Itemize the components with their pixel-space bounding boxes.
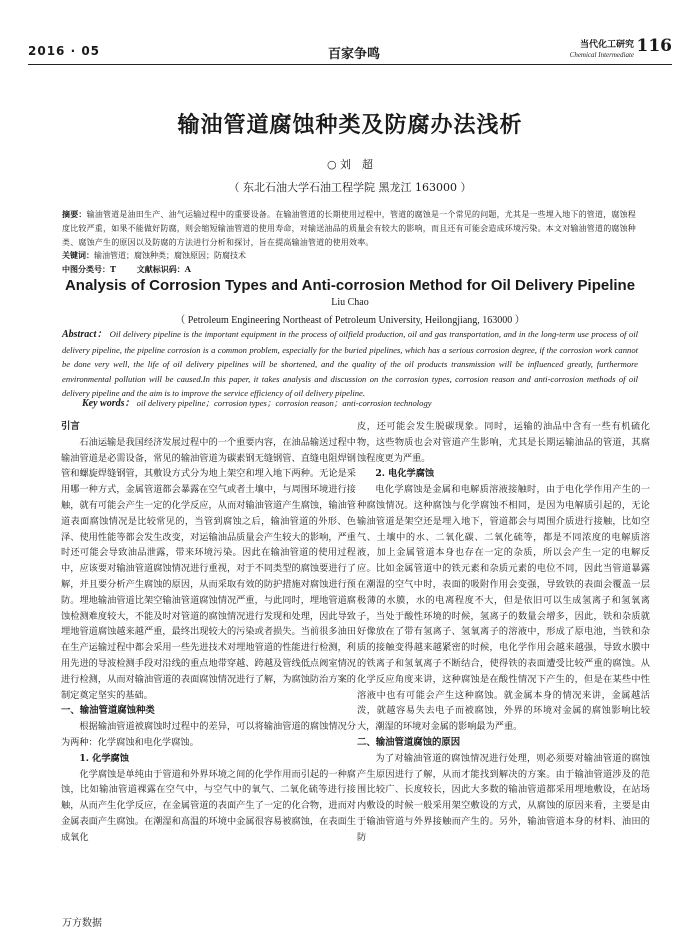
keywords-cn [62,248,638,263]
english-affiliation: （ Petroleum Engineering Northeast of Petroleum University, Heilongjiang, 163000 ） [175,315,525,326]
article-title: 输油管道腐蚀种类及防腐办法浅析 [177,113,523,138]
paragraph: 电化学腐蚀是金属和电解质溶液接触时，由于电化学作用产生的一种腐蚀情况。这种腐蚀与化学腐蚀不相同，是因为电解质引起的，无论输油管道是架空还是埋入地下，管道都会与周围介质进行接触，比如空气、土壤中的水、二氧化碳、二氧化硫等，都是不同浓度的电解质溶液，加上金属管道本身也存在一定的杂质，所以会产生一定的电解反应。比如金属管道中的铁元素和杂质元素的电位不同，因此当管道暴露在潮湿的空气中时，表面的吸附作用会变强，导致铁的表面会覆盖一层极薄的水膜，水的电离程度不大，但是依旧可以生成氢离子和氢氧离子，当处于酸性环境的时候，氢离子的数量会增多，因此，铁和杂质就好像放在了带有氢离子、氢氧离子的溶液中，形成了原电池，当铁和杂质的接触变得越来越紧密的时候，电化学作用会越来越强，导致水膜中的铁离子和氢氧离子不断结合，使得铁的表面遭受比较严重的腐蚀。从化学反应角度来讲，这种腐蚀是在酸性情况下产生的，但是在某些中性溶液中也有可能会产生这种腐蚀。就金属本身的情况来讲，金属越活泼，就越容易失去电子而被腐蚀，外界的环境对金属的腐蚀影响比较大，潮湿的环境对金属的影响最为严重。 [357,484,650,733]
class-number: 中图分类号：T [62,264,116,274]
abstract-cn-text: 输油管道是油田生产、油气运输过程中的重要设备。在输油管道的长期使用过程中，管道的腐蚀是一个常见的问题，尤其是一些埋入地下的管道，腐蚀程度比较严重，如果不能做好防腐，则会缩短输油管道的使用寿命，对输送油品的质量会有较大的影响，而且还有可能会造成环境污染。本文对输油管道的腐蚀种类、腐蚀产生的原因以及防腐的方法进行分析和探讨，旨在提高输油管道的使用效率。 [62,210,637,247]
abstract-cn [62,207,638,250]
paragraph: 皮，还可能会发生脱碳现象。同时，运输的油品中含有一些有机硫化物，这些物质也会对管道产生影响，尤其是长期运输油品的管道，其腐蚀程度更为严重。 [357,421,650,464]
journal-name-cn: 当代化工研究 [579,40,634,50]
column-name: 百家争鸣 [328,47,381,62]
abstract-cn-label: 摘要： [62,209,87,219]
classification-line [62,262,638,276]
keywords-en [82,397,638,410]
keywords-en-text: oil delivery pipeline；corrosion types；corrosion reason；anti-corrosion technology [136,398,432,408]
issue-date: 2016 · 05 [28,44,101,58]
body-column-right [357,419,650,846]
paragraph: 化学腐蚀是单纯由于管道和外界环境之间的化学作用而引起的一种腐蚀，比如输油管道裸露在空气中，与空气中的氧气、二氧化硫等进行接触，从而产生化学反应，在金属管道的表面产生了一定的化合物，进而对金属表面产生腐蚀。在潮湿和高温的环境中金属很容易被腐蚀，在表面生成氧化 [61,768,356,843]
section-heading-1: 一、输油管道腐蚀种类 [61,705,155,717]
page-number: 116 [636,36,672,56]
header-divider [28,64,672,65]
keywords-cn-label: 关键词： [62,250,94,260]
footer-source: 万方数据 [62,918,102,929]
abstract-en [62,327,638,401]
article-author: ○ 刘 超 [326,158,374,171]
journal-name [570,37,634,59]
subsection-heading-1: 1. 化学腐蚀 [79,752,129,764]
keywords-en-label: Key words： [82,398,135,409]
page-header [28,34,672,64]
english-title: Analysis of Corrosion Types and Anti-corrosion Method for Oil Delivery Pipeline [64,277,636,294]
body-column-left [61,419,356,846]
document-code: 文献标识码：A [136,264,191,274]
section-heading-2: 二、输油管道腐蚀的原因 [357,736,461,748]
journal-name-en: Chemical Intermediate [569,51,634,59]
article-affiliation: （ 东北石油大学石油工程学院 黑龙江 163000 ） [228,181,472,194]
english-author: Liu Chao [331,297,369,308]
paragraph: 为了对输油管道的腐蚀情况进行处理，则必须要对输油管道的腐蚀产生原因进行了解，从而才能找到解决的方案。由于输油管道涉及的范围比较广、长度较长，因此大多数的输油管道都采用埋地敷设，在站场内敷设的时候一般采用架空敷设的方式，从腐蚀的原因来看，主要是由于输油管道与外界接触而产生的。另外，输油管道本身的材料、油田的防 [357,752,650,843]
abstract-en-label: Abstract： [62,329,108,340]
paragraph: 根据输油管道被腐蚀时过程中的差异，可以将输油管道的腐蚀情况分为两种：化学腐蚀和电化学腐蚀。 [61,721,356,748]
abstract-en-text: Oil delivery pipeline is the important equipment in the process of oilfield production, oil and gas transportation, and in the long-term use process of oil delivery pipeline, the pipeline corrosion is a common problem, especially for the buried pipelines, which has a serious corrosion degree, if the corrosion work cannot be done very well, the life of oil delivery pipelines will be shortened, and the quality of the oil products transmission will be influenced greatly, furthermore environmental pollution will be caused.In this paper, it takes analysis and discussion on the corrosion types, corrosion reason and anti-corrosion methods of oil delivery pipeline and the aim is to improve the service efficiency of oil delivery pipeline. [62,329,638,398]
keywords-cn-text: 输油管道；腐蚀种类；腐蚀原因；防腐技术 [94,251,246,260]
paragraph: 石油运输是我国经济发展过程中的一个重要内容，在油品输送过程中输油管道是必需设备，常见的输油管道为碳素钢无缝钢管、直缝电阻焊钢管和螺旋焊缝钢管，其敷设方式分为地上架空和埋入地下两种。无论是采用哪一种方式，金属管道都会暴露在空气或者土壤中，与周围环境进行接触，就有可能会产生一定的化学反应，从而对输油管道产生腐蚀，输油管道表面腐蚀情况是比较常见的，当管到腐蚀之后，输油管道的外形、色泽、使用性能等都会发生改变，对运输油品质量会产生较大的影响，严重时还可能会导致油品泄露，带来环境污染。因此在输油管道的使用过程中，应该要对输油管道腐蚀情况进行重视，对于不同类型的腐蚀要进行了解，并且要分析产生腐蚀的原因，从而采取有效的防护措施对腐蚀进行预防。埋地输油管道比架空输油管道腐蚀情况严重，与此同时，埋地管道腐蚀检测难度较大，不能及时对管道的腐蚀情况进行发现和处理，因此导致埋地管道腐蚀越来越严重，最终出现较大的污染或者损失。当前很多油田在生产运输过程中都会采用一些先进技术对埋地管道的性能进行检测，利用先进的导波检测手段对沿线的重点地带穿越、跨越及管线低点阀室情况进行检测，从而对输油管道的表面腐蚀情况进行了解，为腐蚀防治方案的制定奠定坚实的基础。 [61,436,356,701]
subsection-heading-2: 2. 电化学腐蚀 [375,468,435,480]
intro-heading: 引言 [61,421,80,432]
